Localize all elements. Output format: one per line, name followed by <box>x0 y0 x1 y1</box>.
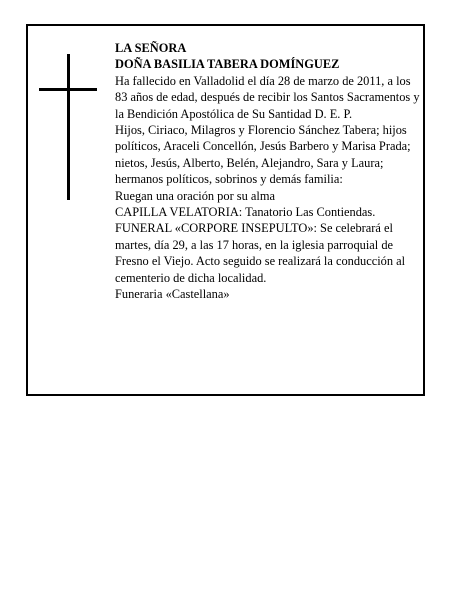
funeral-home: Funeraria «Castellana» <box>115 287 230 302</box>
deceased-name: DOÑA BASILIA TABERA DOMÍNGUEZ <box>115 57 340 72</box>
prayer-request: Ruegan una oración por su alma <box>115 188 275 203</box>
family-list: Hijos, Ciriaco, Milagros y Florencio Sánchez Tabera; hijos políticos, Araceli Concellón, Jesús Barbero y Marisa Prada; nietos, Jesús, Alberto, Belén, Alejandro, Sara y Laura; hermanos políticos, sobrinos y demás familia: <box>115 123 411 187</box>
chapel-info: CAPILLA VELATORIA: Tanatorio Las Contiendas. <box>115 205 376 220</box>
funeral-info: FUNERAL «CORPORE INSEPULTO»: Se celebrará el martes, día 29, a las 17 horas, en la iglesia parroquial de Fresno el Viejo. Acto seguido se realizará la conducción al cementerio de dicha localidad. <box>115 221 406 285</box>
cross-horizontal-bar <box>39 88 97 91</box>
title-line-1: LA SEÑORA <box>115 41 187 55</box>
death-statement: Ha fallecido en Valladolid el día 28 de marzo de 2011, a los 83 años de edad, después de recibir los Santos Sacramentos y la Bendición Apostólica de Su Santidad D. E. P. <box>115 73 420 121</box>
notice-text <box>115 40 423 303</box>
cross-vertical-bar <box>67 54 70 200</box>
obituary-notice <box>26 24 425 396</box>
latin-cross-icon <box>39 54 97 200</box>
